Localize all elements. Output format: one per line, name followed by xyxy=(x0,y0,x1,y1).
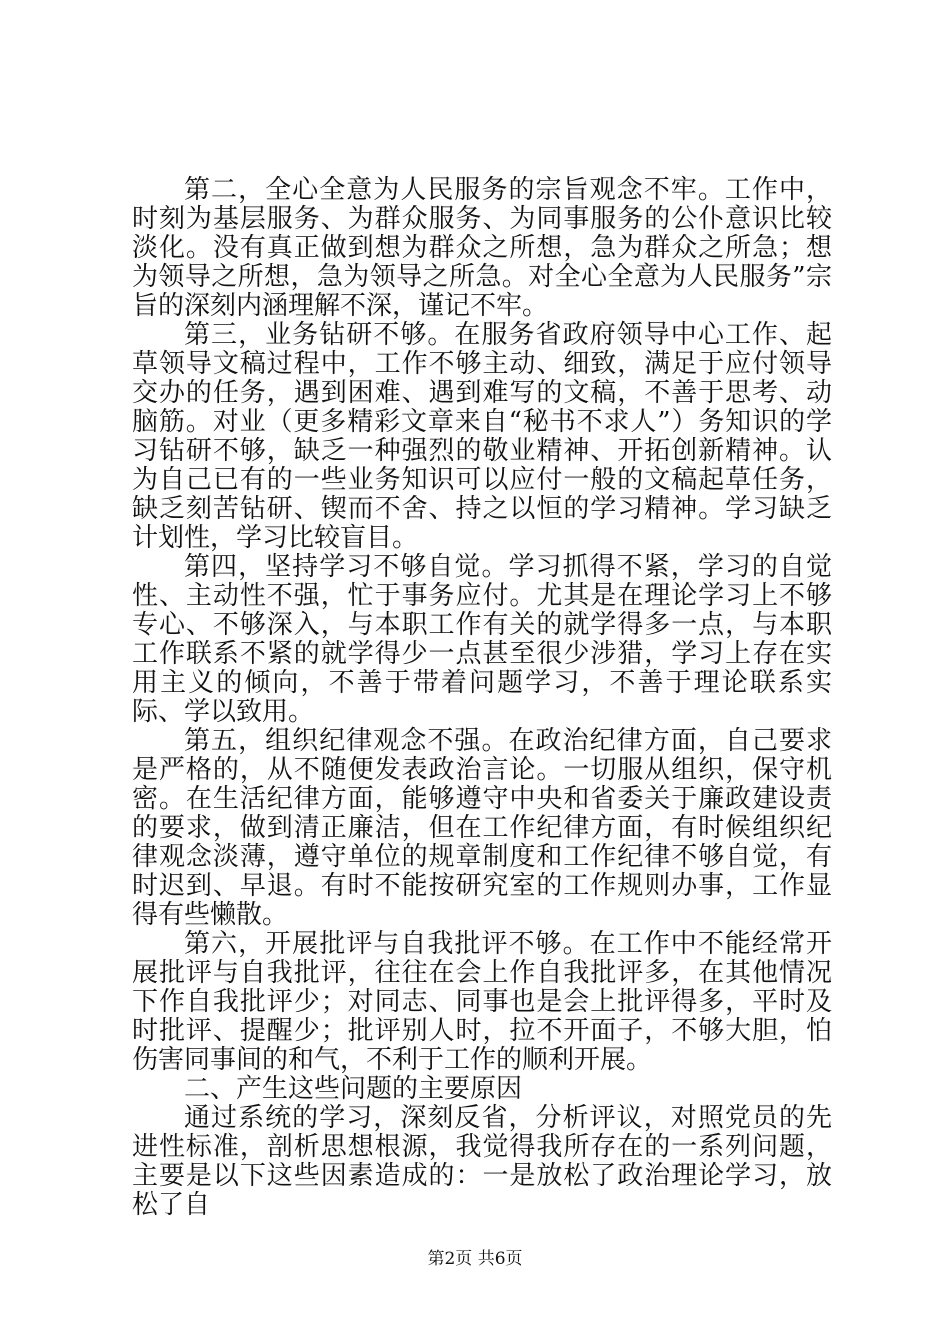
paragraph-causes: 通过系统的学习，深刻反省，分析评议，对照党员的先进性标准，剖析思想根源，我觉得我所存在的一系列问题，主要是以下这些因素造成的：一是放松了政治理论学习，放松了自 xyxy=(132,1103,832,1220)
page-number-footer: 第2页 共6页 xyxy=(427,1249,523,1269)
paragraph-business-study: 第三，业务钻研不够。在服务省政府领导中心工作、起草领导文稿过程中，工作不够主动、细致，满足于应付领导交办的任务，遇到困难、遇到难写的文稿，不善于思考、动脑筋。对业（更多精彩文章来自“秘书不求人”）务知识的学习钻研不够，缺乏一种强烈的敬业精神、开拓创新精神。认为自己已有的一些业务知识可以应付一般的文稿起草任务，缺乏刻苦钻研、锲而不舍、持之以恒的学习精神。学习缺乏计划性，学习比较盲目。 xyxy=(132,320,832,553)
paragraph-discipline: 第五，组织纪律观念不强。在政治纪律方面，自己要求是严格的，从不随便发表政治言论。一切服从组织，保守机密。在生活纪律方面，能够遵守中央和省委关于廉政建设责的要求，做到清正廉洁，但在工作纪律方面，有时候组织纪律观念淡薄，遵守单位的规章制度和工作纪律不够自觉，有时迟到、早退。有时不能按研究室的工作规则办事，工作显得有些懒散。 xyxy=(132,726,832,930)
section-heading-causes: 二、产生这些问题的主要原因 xyxy=(184,1074,523,1104)
document-body xyxy=(132,176,832,1220)
paragraph-criticism: 第六，开展批评与自我批评不够。在工作中不能经常开展批评与自我批评，往往在会上作自我批评多，在其他情况下作自我批评少；对同志、同事也是会上批评得多，平时及时批评、提醒少；批评别人时，拉不开面子，不够大胆，怕伤害同事间的和气，不利于工作的顺利开展。 xyxy=(132,929,832,1075)
paragraph-learning-consciousness: 第四，坚持学习不够自觉。学习抓得不紧，学习的自觉性、主动性不强，忙于事务应付。尤其是在理论学习上不够专心、不够深入，与本职工作有关的就学得多一点，与本职工作联系不紧的就学得少一点甚至很少涉猎，学习上存在实用主义的倾向，不善于带着问题学习，不善于理论联系实际、学以致用。 xyxy=(132,552,832,727)
paragraph-service-concept: 第二，全心全意为人民服务的宗旨观念不牢。工作中，时刻为基层服务、为群众服务、为同事服务的公仆意识比较淡化。没有真正做到想为群众之所想，急为群众之所急；想为领导之所想，急为领导之所急。对全心全意为人民服务”宗旨的深刻内涵理解不深，谨记不牢。 xyxy=(132,175,832,321)
